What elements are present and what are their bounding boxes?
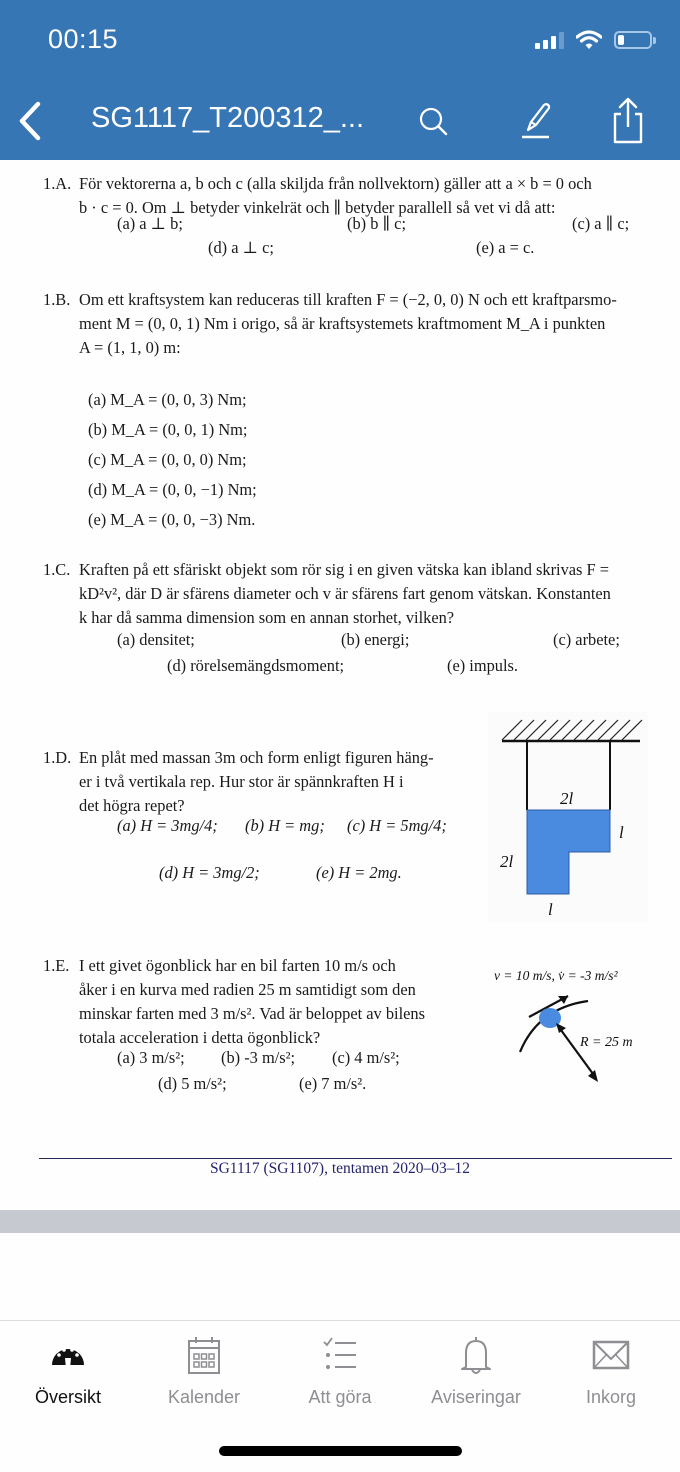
markup-pen-icon	[514, 96, 558, 144]
question-line: En plåt med massan 3m och form enligt figuren häng-	[79, 748, 434, 767]
question-text	[79, 288, 673, 360]
radius-arrowhead-start	[556, 1023, 566, 1033]
question-line: k har då samma dimension som en annan storhet, vilken?	[79, 608, 455, 627]
label-top: 2l	[560, 789, 574, 808]
option-a: (a) a ⊥ b;	[117, 214, 183, 233]
option-d: (d) rörelsemängdsmoment;	[167, 656, 345, 675]
option-a: (a) 3 m/s²;	[117, 1048, 185, 1067]
car-curve-figure	[488, 958, 653, 1088]
option-e: (e) H = 2mg.	[316, 863, 402, 882]
question-line: b · c = 0. Om ⊥ betyder vinkelrät och ∥ betyder parallell så vet vi då att:	[79, 198, 556, 217]
label-right: l	[619, 823, 624, 842]
tab-kalender[interactable]	[144, 1333, 264, 1413]
question-line: ment M = (0, 0, 1) Nm i origo, så är kraftsystemets kraftmoment M_A i punkten	[79, 314, 606, 333]
question-number: 1.C.	[43, 560, 71, 579]
chevron-left-icon	[14, 96, 48, 146]
search-button[interactable]	[412, 96, 456, 144]
tab-label: Aviseringar	[431, 1387, 521, 1407]
question-number: 1.D.	[43, 748, 72, 767]
question-line: I ett givet ögonblick har en bil farten 10 m/s och	[79, 956, 396, 975]
question-1c	[43, 558, 673, 630]
option-b: (b) H = mg;	[245, 816, 325, 835]
pdf-page[interactable]	[0, 160, 680, 1210]
radius-arrowhead-end	[588, 1070, 598, 1082]
option-b: (b) energi;	[341, 630, 410, 649]
label-bottom: l	[548, 900, 553, 919]
option-e: (e) impuls.	[447, 656, 519, 675]
cellular-signal-icon	[535, 31, 564, 49]
tab-oversikt[interactable]	[8, 1333, 128, 1413]
option-b: (b) -3 m/s²;	[221, 1048, 296, 1067]
tab-label: Kalender	[167, 1387, 241, 1407]
app-header	[0, 0, 680, 160]
option-b: (b) M_A = (0, 0, 1) Nm;	[88, 420, 248, 439]
calendar-icon	[182, 1333, 226, 1377]
share-button[interactable]	[606, 96, 650, 144]
question-number: 1.A.	[43, 174, 72, 193]
option-d: (d) M_A = (0, 0, −1) Nm;	[88, 480, 257, 499]
tab-label: Översikt	[34, 1387, 101, 1407]
tab-inkorg[interactable]	[551, 1333, 671, 1413]
question-line: er i två vertikala rep. Hur stor är spännkraften H i	[79, 772, 404, 791]
search-icon	[412, 96, 456, 144]
option-c: (c) a ∥ c;	[572, 214, 630, 233]
tab-att-gora[interactable]	[280, 1333, 400, 1413]
question-line: åker i en kurva med radien 25 m samtidigt som den	[79, 980, 416, 999]
status-time: 00:15	[48, 24, 119, 54]
option-d: (d) H = 3mg/2;	[159, 863, 260, 882]
markup-button[interactable]	[514, 96, 558, 144]
question-line: kD²v², där D är sfärens diameter och v är sfärens fart genom vätskan. Konstanten	[79, 584, 611, 603]
question-line: Kraften på ett sfäriskt objekt som rör sig i en given vätska kan ibland skrivas F =	[79, 560, 609, 579]
option-b: (b) b ∥ c;	[347, 214, 406, 233]
question-1b	[43, 288, 673, 360]
question-line: det högra repet?	[79, 796, 185, 815]
wifi-icon	[576, 30, 602, 50]
question-line: Om ett kraftsystem kan reduceras till kraften F = (−2, 0, 0) N och ett kraftparsmo-	[79, 290, 617, 309]
dashboard-gauge-icon	[46, 1333, 90, 1377]
tab-aviseringar[interactable]	[416, 1333, 536, 1413]
question-text	[79, 954, 463, 1050]
question-line: A = (1, 1, 0) m:	[79, 338, 181, 357]
option-e: (e) a = c.	[476, 238, 535, 257]
page-footer: SG1117 (SG1107), tentamen 2020–03–12	[209, 1160, 471, 1177]
option-a: (a) densitet;	[117, 630, 195, 649]
hanging-plate-figure	[488, 712, 648, 922]
option-d: (d) a ⊥ c;	[208, 238, 274, 257]
question-1e	[43, 954, 463, 1050]
home-indicator[interactable]	[219, 1446, 462, 1456]
tab-label: Att göra	[308, 1387, 372, 1407]
option-c: (c) M_A = (0, 0, 0) Nm;	[88, 450, 247, 469]
question-line: totala acceleration i detta ögonblick?	[79, 1028, 321, 1047]
question-line: minskar farten med 3 m/s². Vad är beloppet av bilens	[79, 1004, 425, 1023]
option-c: (c) H = 5mg/4;	[347, 816, 447, 835]
question-line: För vektorerna a, b och c (alla skiljda från nollvektorn) gäller att a × b = 0 och	[79, 174, 592, 193]
question-number: 1.E.	[43, 956, 70, 975]
footer-divider	[39, 1158, 672, 1159]
option-e: (e) 7 m/s².	[299, 1074, 367, 1093]
question-number: 1.B.	[43, 290, 71, 309]
option-a: (a) M_A = (0, 0, 3) Nm;	[88, 390, 247, 409]
battery-icon	[614, 31, 652, 49]
page-separator	[0, 1210, 680, 1233]
velocity-label: v = 10 m/s, v̇ = -3 m/s²	[494, 968, 618, 983]
radius-label: R = 25 m	[580, 1035, 633, 1050]
document-title: SG1117_T200312_...	[91, 102, 365, 134]
question-1d	[43, 746, 463, 818]
status-icons	[535, 30, 652, 50]
radius-arrow	[558, 1026, 596, 1078]
option-c: (c) 4 m/s²;	[332, 1048, 400, 1067]
tab-label: Inkorg	[585, 1387, 637, 1407]
share-icon	[606, 96, 650, 144]
bell-icon	[454, 1333, 498, 1377]
options-list	[88, 388, 257, 538]
option-d: (d) 5 m/s²;	[158, 1074, 227, 1093]
back-button[interactable]	[14, 96, 48, 146]
option-c: (c) arbete;	[553, 630, 620, 649]
question-text	[79, 746, 463, 818]
label-left: 2l	[500, 852, 514, 871]
question-text	[79, 558, 673, 630]
todo-list-icon	[318, 1333, 362, 1377]
question-1a	[43, 172, 673, 220]
question-text	[79, 172, 673, 220]
option-a: (a) H = 3mg/4;	[117, 816, 218, 835]
envelope-icon	[589, 1333, 633, 1377]
option-e: (e) M_A = (0, 0, −3) Nm.	[88, 510, 256, 529]
